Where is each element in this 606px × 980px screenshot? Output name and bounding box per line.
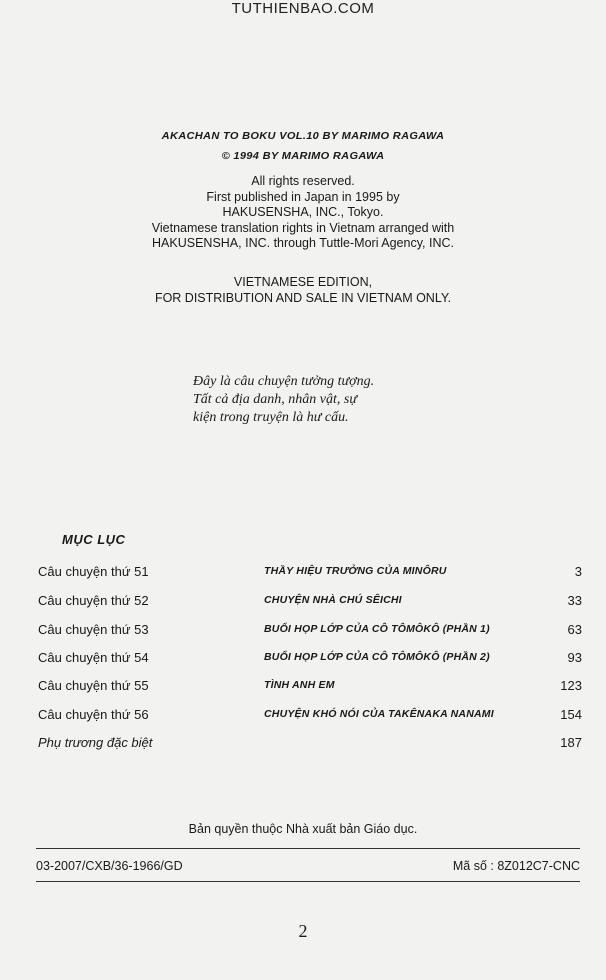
fiction-note bbox=[193, 373, 374, 427]
toc-row bbox=[0, 678, 606, 698]
toc-page: 33 bbox=[567, 593, 582, 608]
publisher-copyright: Bản quyền thuộc Nhà xuất bản Giáo dục. bbox=[188, 822, 418, 836]
publishing-license: 03-2007/CXB/36-1966/GD bbox=[36, 859, 183, 873]
toc-row bbox=[0, 622, 606, 642]
rights-line: Vietnamese translation rights in Vietnam arranged with bbox=[151, 220, 455, 235]
fiction-line: Tất cả địa danh, nhân vật, sự bbox=[193, 392, 357, 407]
toc-row bbox=[0, 707, 606, 727]
rights-line: All rights reserved. bbox=[251, 174, 355, 188]
toc-page: 63 bbox=[567, 622, 582, 637]
toc-page: 3 bbox=[574, 564, 582, 579]
edition-line: VIETNAMESE EDITION, bbox=[233, 275, 373, 289]
page-number: 2 bbox=[298, 921, 308, 941]
toc-title: BUỔI HỌP LỚP CỦA CÔ TÔMÔKÔ (PHẦN 2) bbox=[264, 651, 490, 663]
fiction-line: kiện trong truyện là hư cấu. bbox=[193, 410, 349, 425]
toc-heading: MỤC LỤC bbox=[62, 532, 126, 547]
toc-chapter: Câu chuyện thứ 52 bbox=[38, 593, 149, 608]
divider-bottom bbox=[36, 881, 580, 882]
toc-title: BUỔI HỌP LỚP CỦA CÔ TÔMÔKÔ (PHẦN 1) bbox=[264, 623, 490, 635]
toc-row bbox=[0, 564, 606, 584]
watermark: TUTHIENBAO.COM bbox=[231, 0, 375, 17]
product-code: Mã số : 8Z012C7-CNC bbox=[452, 859, 580, 873]
toc-row-special bbox=[0, 735, 606, 755]
rights-line: HAKUSENSHA, INC., Tokyo. bbox=[222, 205, 384, 219]
toc-chapter: Câu chuyện thứ 54 bbox=[38, 650, 149, 665]
toc-page: 187 bbox=[560, 735, 582, 750]
rights-block bbox=[0, 174, 606, 252]
toc-page: 154 bbox=[560, 707, 582, 722]
toc-chapter: Câu chuyện thứ 53 bbox=[38, 622, 149, 637]
toc-chapter: Câu chuyện thứ 56 bbox=[38, 707, 149, 722]
toc-row bbox=[0, 650, 606, 670]
toc-title: CHUYỆN NHÀ CHÚ SÊICHI bbox=[264, 594, 402, 606]
edition-block bbox=[0, 274, 606, 306]
toc-title: THẦY HIỆU TRƯỞNG CỦA MINÔRU bbox=[264, 565, 447, 577]
toc-title: TÌNH ANH EM bbox=[264, 679, 335, 691]
rights-line: First published in Japan in 1995 by bbox=[206, 189, 400, 204]
toc-page: 93 bbox=[567, 650, 582, 665]
divider-top bbox=[36, 848, 580, 849]
credit-line-copyright: © 1994 BY MARIMO RAGAWA bbox=[221, 150, 385, 162]
toc-title: CHUYỆN KHÓ NÓI CỦA TAKÊNAKA NANAMI bbox=[264, 708, 494, 720]
fiction-line: Đây là câu chuyện tưởng tượng. bbox=[193, 374, 375, 389]
toc-page: 123 bbox=[560, 678, 582, 693]
toc-chapter: Câu chuyện thứ 51 bbox=[38, 564, 149, 579]
toc-chapter: Câu chuyện thứ 55 bbox=[38, 678, 149, 693]
rights-line: HAKUSENSHA, INC. through Tuttle-Mori Agency, INC. bbox=[152, 236, 454, 250]
credit-line-title: AKACHAN TO BOKU VOL.10 BY MARIMO RAGAWA bbox=[161, 130, 445, 142]
toc-chapter: Phụ trương đặc biệt bbox=[38, 735, 153, 750]
toc-row bbox=[0, 593, 606, 613]
edition-line: FOR DISTRIBUTION AND SALE IN VIETNAM ONLY. bbox=[154, 291, 452, 305]
